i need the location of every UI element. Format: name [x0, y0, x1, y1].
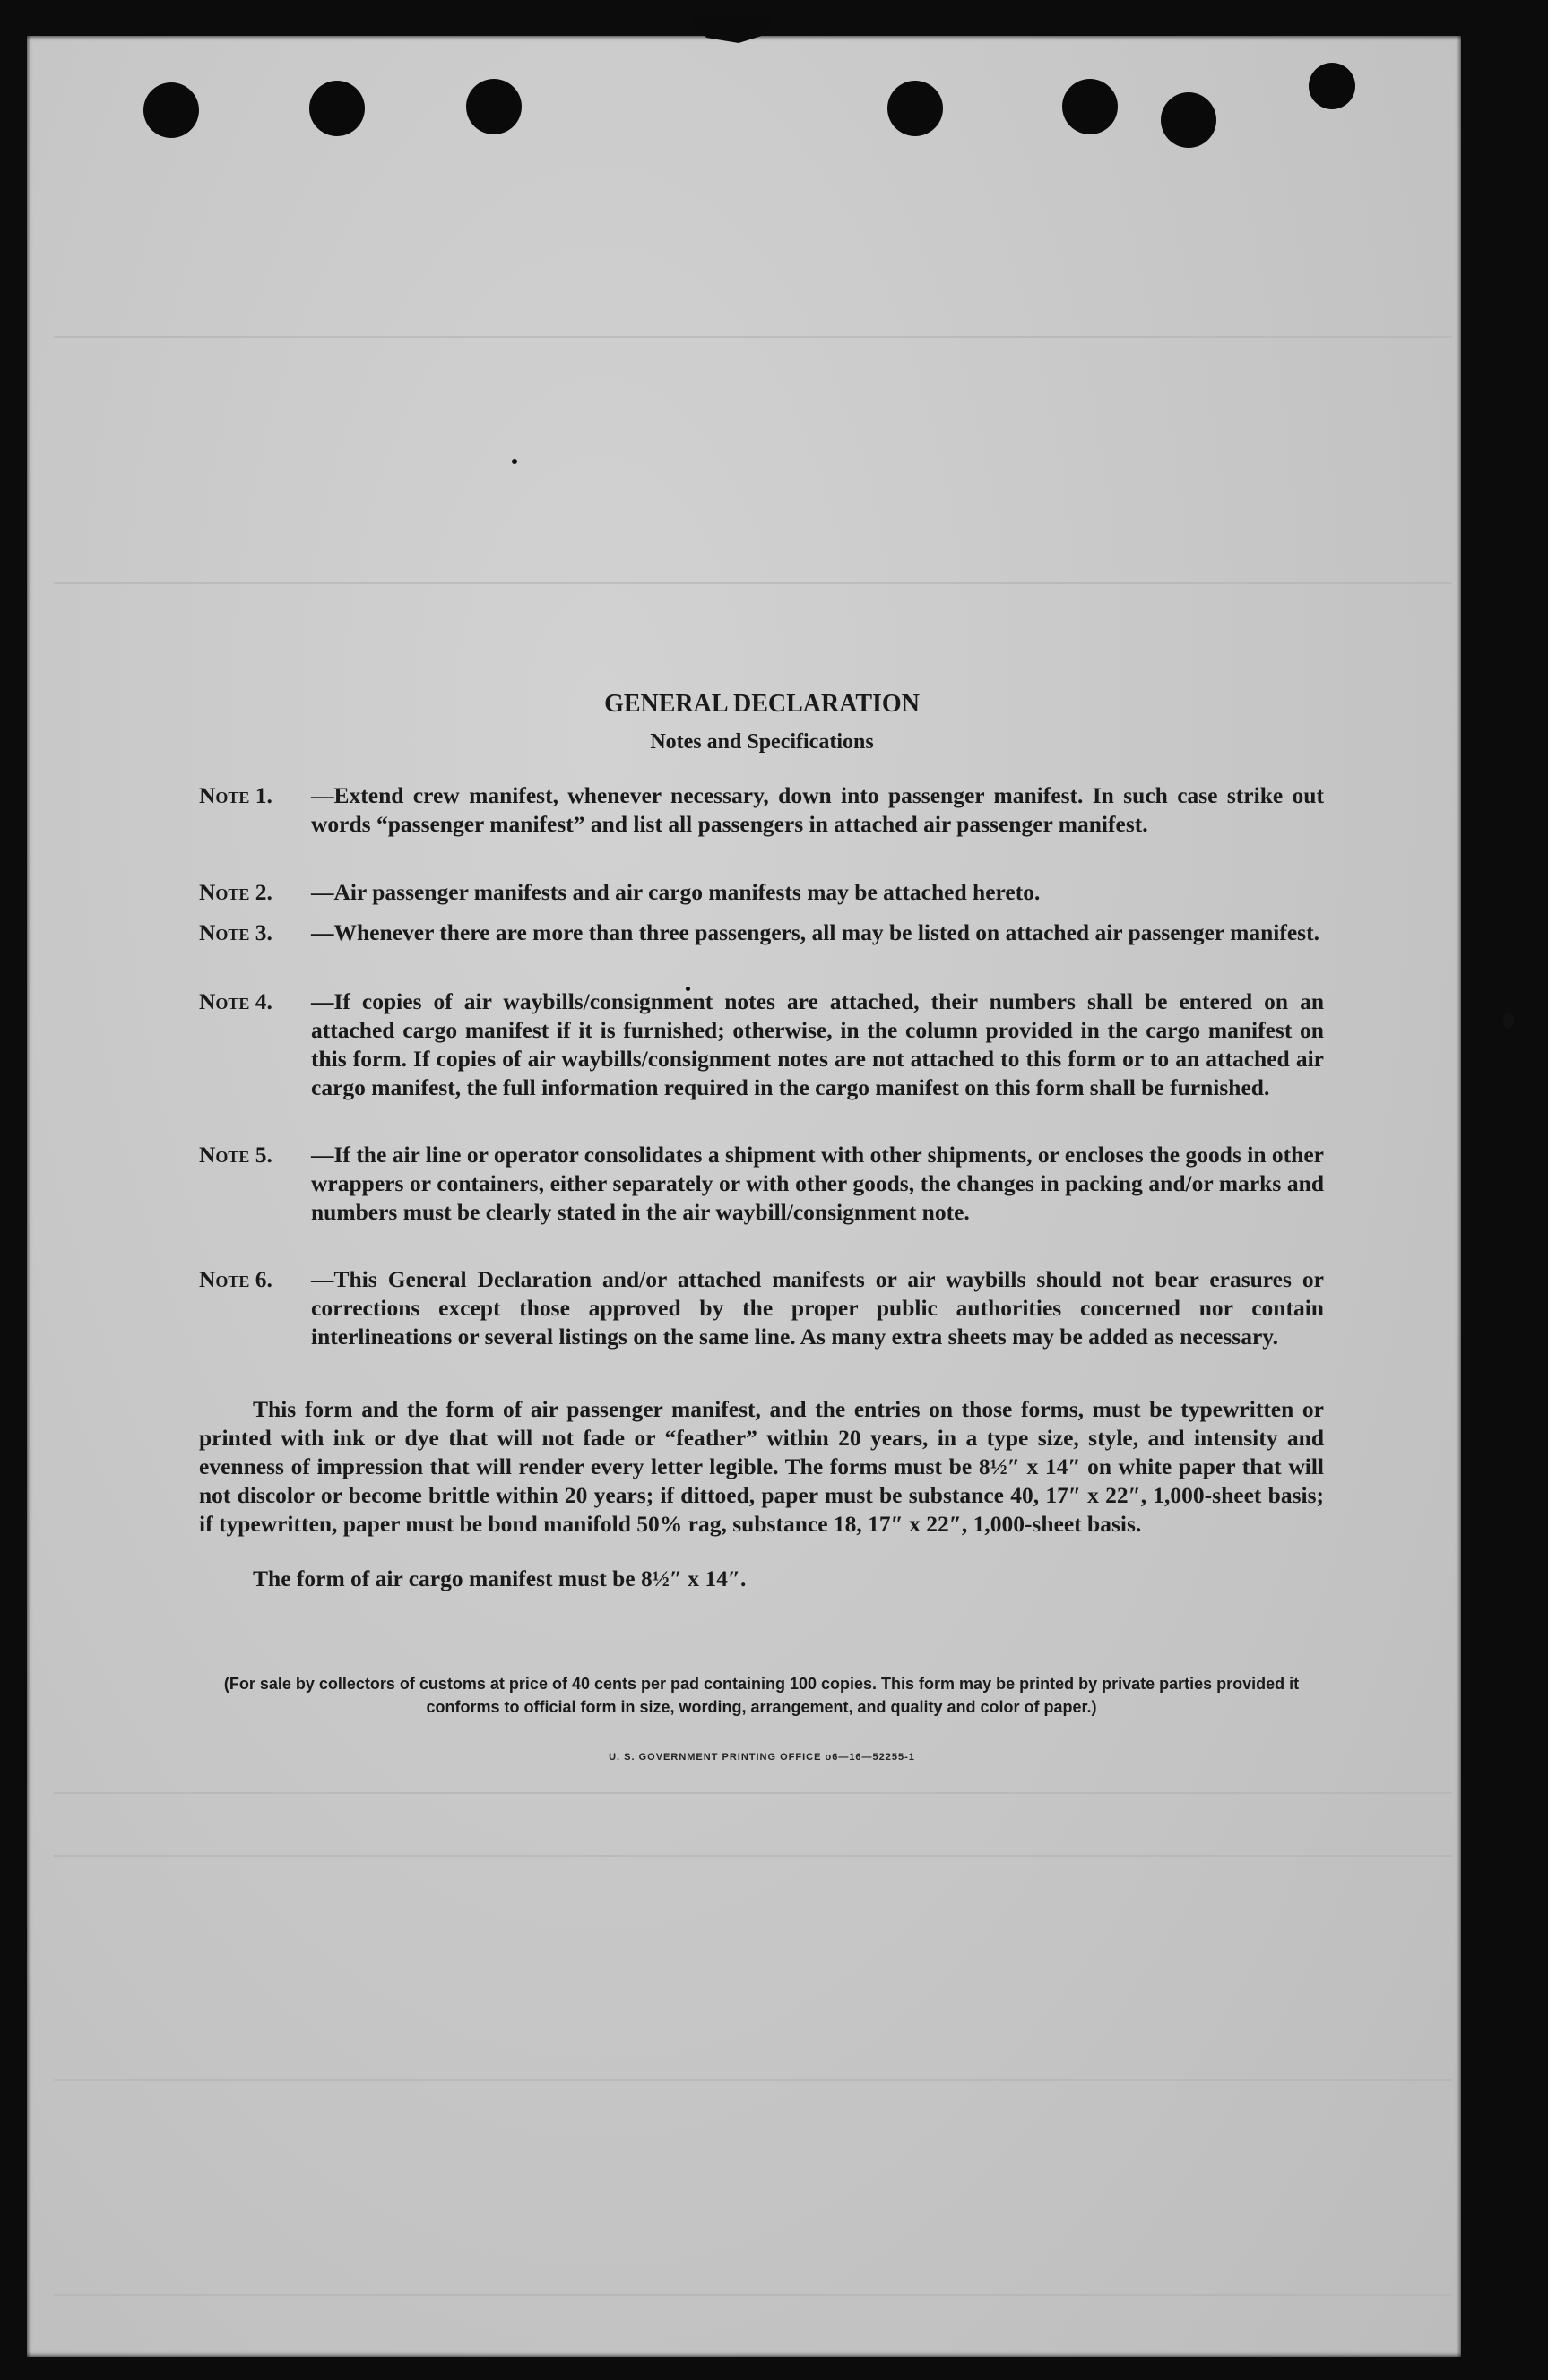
binder-hole [309, 81, 365, 136]
binder-hole [1161, 92, 1216, 148]
binder-hole [143, 82, 199, 138]
page-title: GENERAL DECLARATION [604, 690, 920, 718]
cargo-size-line: The form of air cargo manifest must be 8½″ x 14″. [253, 1565, 747, 1591]
note-text: —Extend crew manifest, whenever necessary, down into passenger manifest. In such case strike out words “passenger manifest” and list all passengers in attached air passenger manifest. [311, 782, 1324, 837]
binder-hole [1062, 79, 1118, 134]
note-1 [199, 781, 1324, 839]
note-4 [199, 987, 1324, 1102]
note-label: Note 1. [199, 782, 272, 808]
note-label: Note 4. [199, 988, 272, 1014]
bleed-through-rule [54, 2079, 1452, 2081]
bleed-through-rule [54, 582, 1452, 584]
note-text: —If the air line or operator consolidates a shipment with other shipments, or encloses the goods in other wrappers or containers, either separately or with other goods, the changes in packing and/or marks and numbers must be clearly stated in the air waybill/consignment note. [311, 1142, 1324, 1225]
note-6 [199, 1265, 1324, 1351]
note-text: —Air passenger manifests and air cargo manifests may be attached hereto. [311, 879, 1041, 905]
note-label: Note 2. [199, 879, 272, 905]
note-text: —Whenever there are more than three passengers, all may be listed on attached air passenger manifest. [311, 919, 1319, 945]
note-5 [199, 1141, 1324, 1227]
bleed-through-rule [54, 2294, 1452, 2296]
note-label: Note 5. [199, 1142, 272, 1168]
printer-imprint: U. S. GOVERNMENT PRINTING OFFICE o6—16—52255-1 [609, 1752, 915, 1763]
binder-hole [466, 79, 522, 134]
note-label: Note 3. [199, 919, 272, 945]
bleed-through-rule [54, 336, 1452, 338]
sale-notice: (For sale by collectors of customs at price of 40 cents per pad containing 100 copies. This form may be printed by private parties provided it conforms to official form in size, wording, arrangement, and quality and color of paper.) [223, 1675, 1300, 1716]
binder-hole [887, 81, 943, 136]
binder-hole [1309, 63, 1355, 109]
note-text: —If copies of air waybills/consignment notes are attached, their numbers shall be entered on an attached cargo manifest if it is furnished; otherwise, in the column provided in the cargo manifest on this form. If copies of air waybills/consignment notes are not attached to this form or to an attached air cargo manifest, the full information required in the cargo manifest on this form shall be furnished. [311, 988, 1324, 1100]
specification-paragraph: This form and the form of air passenger manifest, and the entries on those forms, must be typewritten or printed with ink or dye that will not fade or “feather” within 20 years, in a type size, style, and intensity and evenness of impression that will render every letter legible. The forms must be 8½″ x 14″ on white paper that will not discolor or become brittle within 20 years; if dittoed, paper must be substance 40, 17″ x 22″, 1,000-sheet basis; if typewritten, paper must be bond manifold 50% rag, substance 18, 17″ x 22″, 1,000-sheet basis. [199, 1396, 1324, 1537]
note-text: —This General Declaration and/or attached manifests or air waybills should not bear erasures or corrections except those approved by the proper public authorities concerned nor contain interlineations or several listings on the same line. As many extra sheets may be added as necessary. [311, 1266, 1324, 1350]
note-label: Note 6. [199, 1266, 272, 1292]
note-3 [199, 918, 1324, 947]
bleed-through-rule [54, 1855, 1452, 1857]
speck [512, 459, 517, 464]
page-subtitle: Notes and Specifications [650, 730, 874, 754]
bleed-through-rule [54, 1792, 1452, 1794]
note-2 [199, 878, 1324, 907]
speck [1503, 1013, 1514, 1029]
